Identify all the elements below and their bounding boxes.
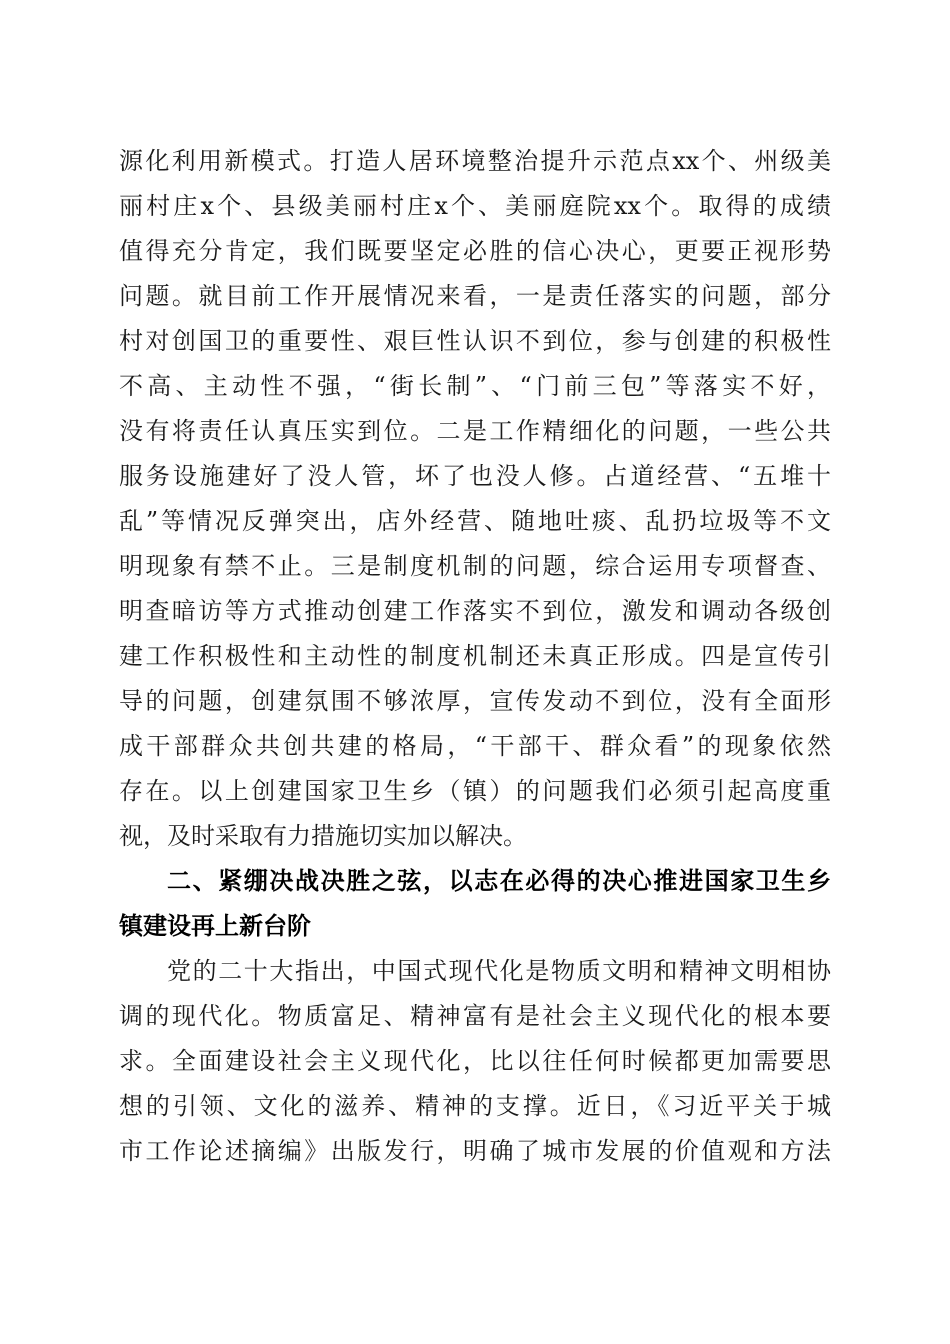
body-text-line: 明查暗访等方式推动创建工作落实不到位，激发和调动各级创 — [119, 597, 831, 625]
section-heading: 镇建设再上新台阶 — [119, 912, 311, 940]
body-text-line: 源化利用新模式。打造人居环境整治提升示范点xx个、州级美 — [119, 147, 831, 175]
body-text-line: 存在。以上创建国家卫生乡（镇）的问题我们必须引起高度重 — [119, 777, 831, 805]
body-text-line: 丽村庄x个、县级美丽村庄x个、美丽庭院xx个。取得的成绩 — [119, 192, 831, 220]
section-heading: 二、紧绷决战决胜之弦，以志在必得的决心推进国家卫生乡 — [167, 867, 831, 895]
body-text-line: 没有将责任认真压实到位。二是工作精细化的问题，一些公共 — [119, 417, 831, 445]
body-text-line: 成干部群众共创共建的格局，“干部干、群众看”的现象依然 — [119, 732, 831, 760]
body-text-line: 值得充分肯定，我们既要坚定必胜的信心决心，更要正视形势 — [119, 237, 831, 265]
body-text-line: 明现象有禁不止。三是制度机制的问题，综合运用专项督查、 — [119, 552, 831, 580]
body-text-line: 视，及时采取有力措施切实加以解决。 — [119, 822, 527, 850]
body-text-line: 不高、主动性不强，“街长制”、“门前三包”等落实不好， — [119, 372, 831, 400]
body-text-line: 调的现代化。物质富足、精神富有是社会主义现代化的根本要 — [119, 1002, 831, 1030]
body-text-line: 乱”等情况反弹突出，店外经营、随地吐痰、乱扔垃圾等不文 — [119, 507, 831, 535]
body-text-line: 村对创国卫的重要性、艰巨性认识不到位，参与创建的积极性 — [119, 327, 831, 355]
body-text-line: 问题。就目前工作开展情况来看，一是责任落实的问题，部分 — [119, 282, 831, 310]
body-text-line: 求。全面建设社会主义现代化，比以往任何时候都更加需要思 — [119, 1047, 831, 1075]
body-text-line: 导的问题，创建氛围不够浓厚，宣传发动不到位，没有全面形 — [119, 687, 831, 715]
body-text-line: 党的二十大指出，中国式现代化是物质文明和精神文明相协 — [167, 957, 831, 985]
body-text-line: 想的引领、文化的滋养、精神的支撑。近日，《习近平关于城 — [119, 1092, 831, 1120]
body-text-line: 市工作论述摘编》出版发行，明确了城市发展的价值观和方法 — [119, 1137, 831, 1165]
body-text-line: 建工作积极性和主动性的制度机制还未真正形成。四是宣传引 — [119, 642, 831, 670]
body-text-line: 服务设施建好了没人管，坏了也没人修。占道经营、“五堆十 — [119, 462, 831, 490]
